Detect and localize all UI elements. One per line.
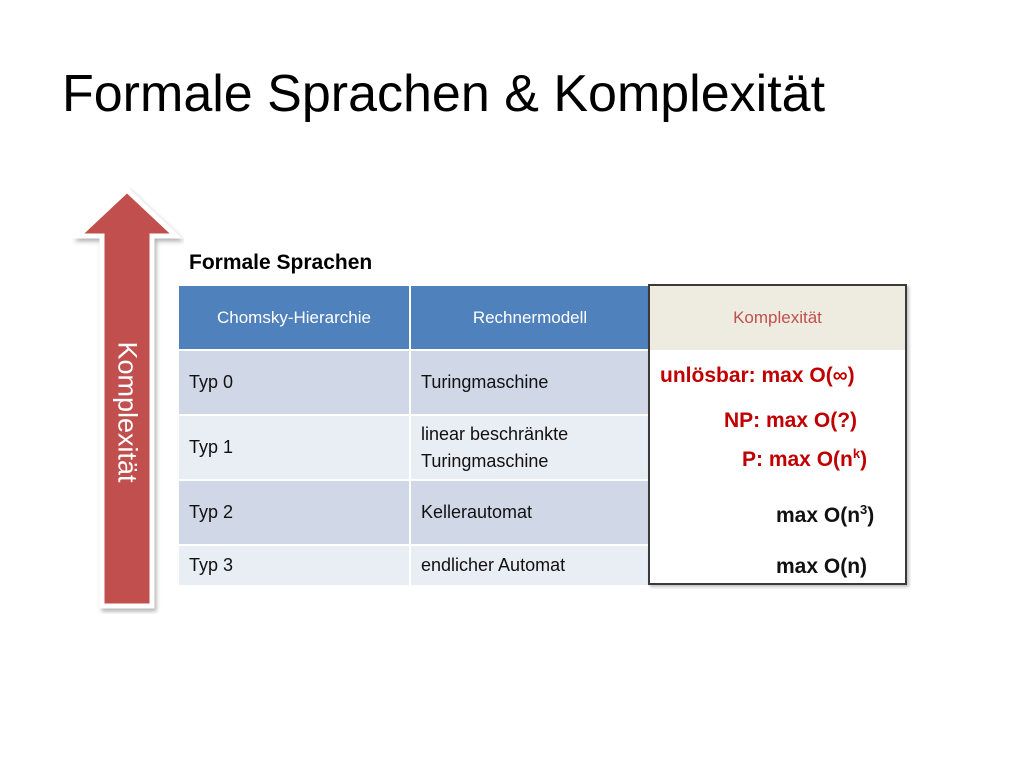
table-row	[179, 416, 649, 479]
complexity-header: Komplexität	[650, 286, 905, 350]
complexity-p: P: $\max O(n^k)$	[742, 446, 868, 471]
table-caption: Formale Sprachen	[189, 251, 373, 274]
table-row	[179, 351, 649, 414]
cell-model: Turingmaschine	[411, 351, 649, 414]
cell-model	[411, 416, 649, 479]
table-row	[179, 546, 649, 585]
cell-model-line2: Turingmaschine	[421, 450, 549, 471]
complexity-typ3: max O(n)	[776, 555, 868, 578]
cell-type: Typ 1	[179, 416, 411, 479]
table-header-row	[179, 286, 649, 349]
cell-type: Typ 3	[179, 546, 411, 585]
table-row	[179, 481, 649, 544]
cell-model: Kellerautomat	[411, 481, 649, 544]
arrow-label: Komplexität	[112, 341, 143, 483]
complexity-typ2: $\max O(n^3)$	[776, 502, 875, 527]
cell-model: endlicher Automat	[411, 546, 649, 585]
header-chomsky: Chomsky-Hierarchie	[179, 286, 411, 349]
complexity-np: NP: max O(?)	[724, 409, 858, 432]
slide-title: Formale Sprachen & Komplexität	[62, 65, 826, 123]
cell-type: Typ 0	[179, 351, 411, 414]
complexity-box	[648, 284, 907, 585]
header-rechnermodell: Rechnermodell	[411, 286, 649, 349]
complexity-unloesbar: unlösbar: max O(∞)	[660, 364, 855, 387]
cell-model-line1: linear beschränkte	[421, 423, 569, 444]
cell-type: Typ 2	[179, 481, 411, 544]
